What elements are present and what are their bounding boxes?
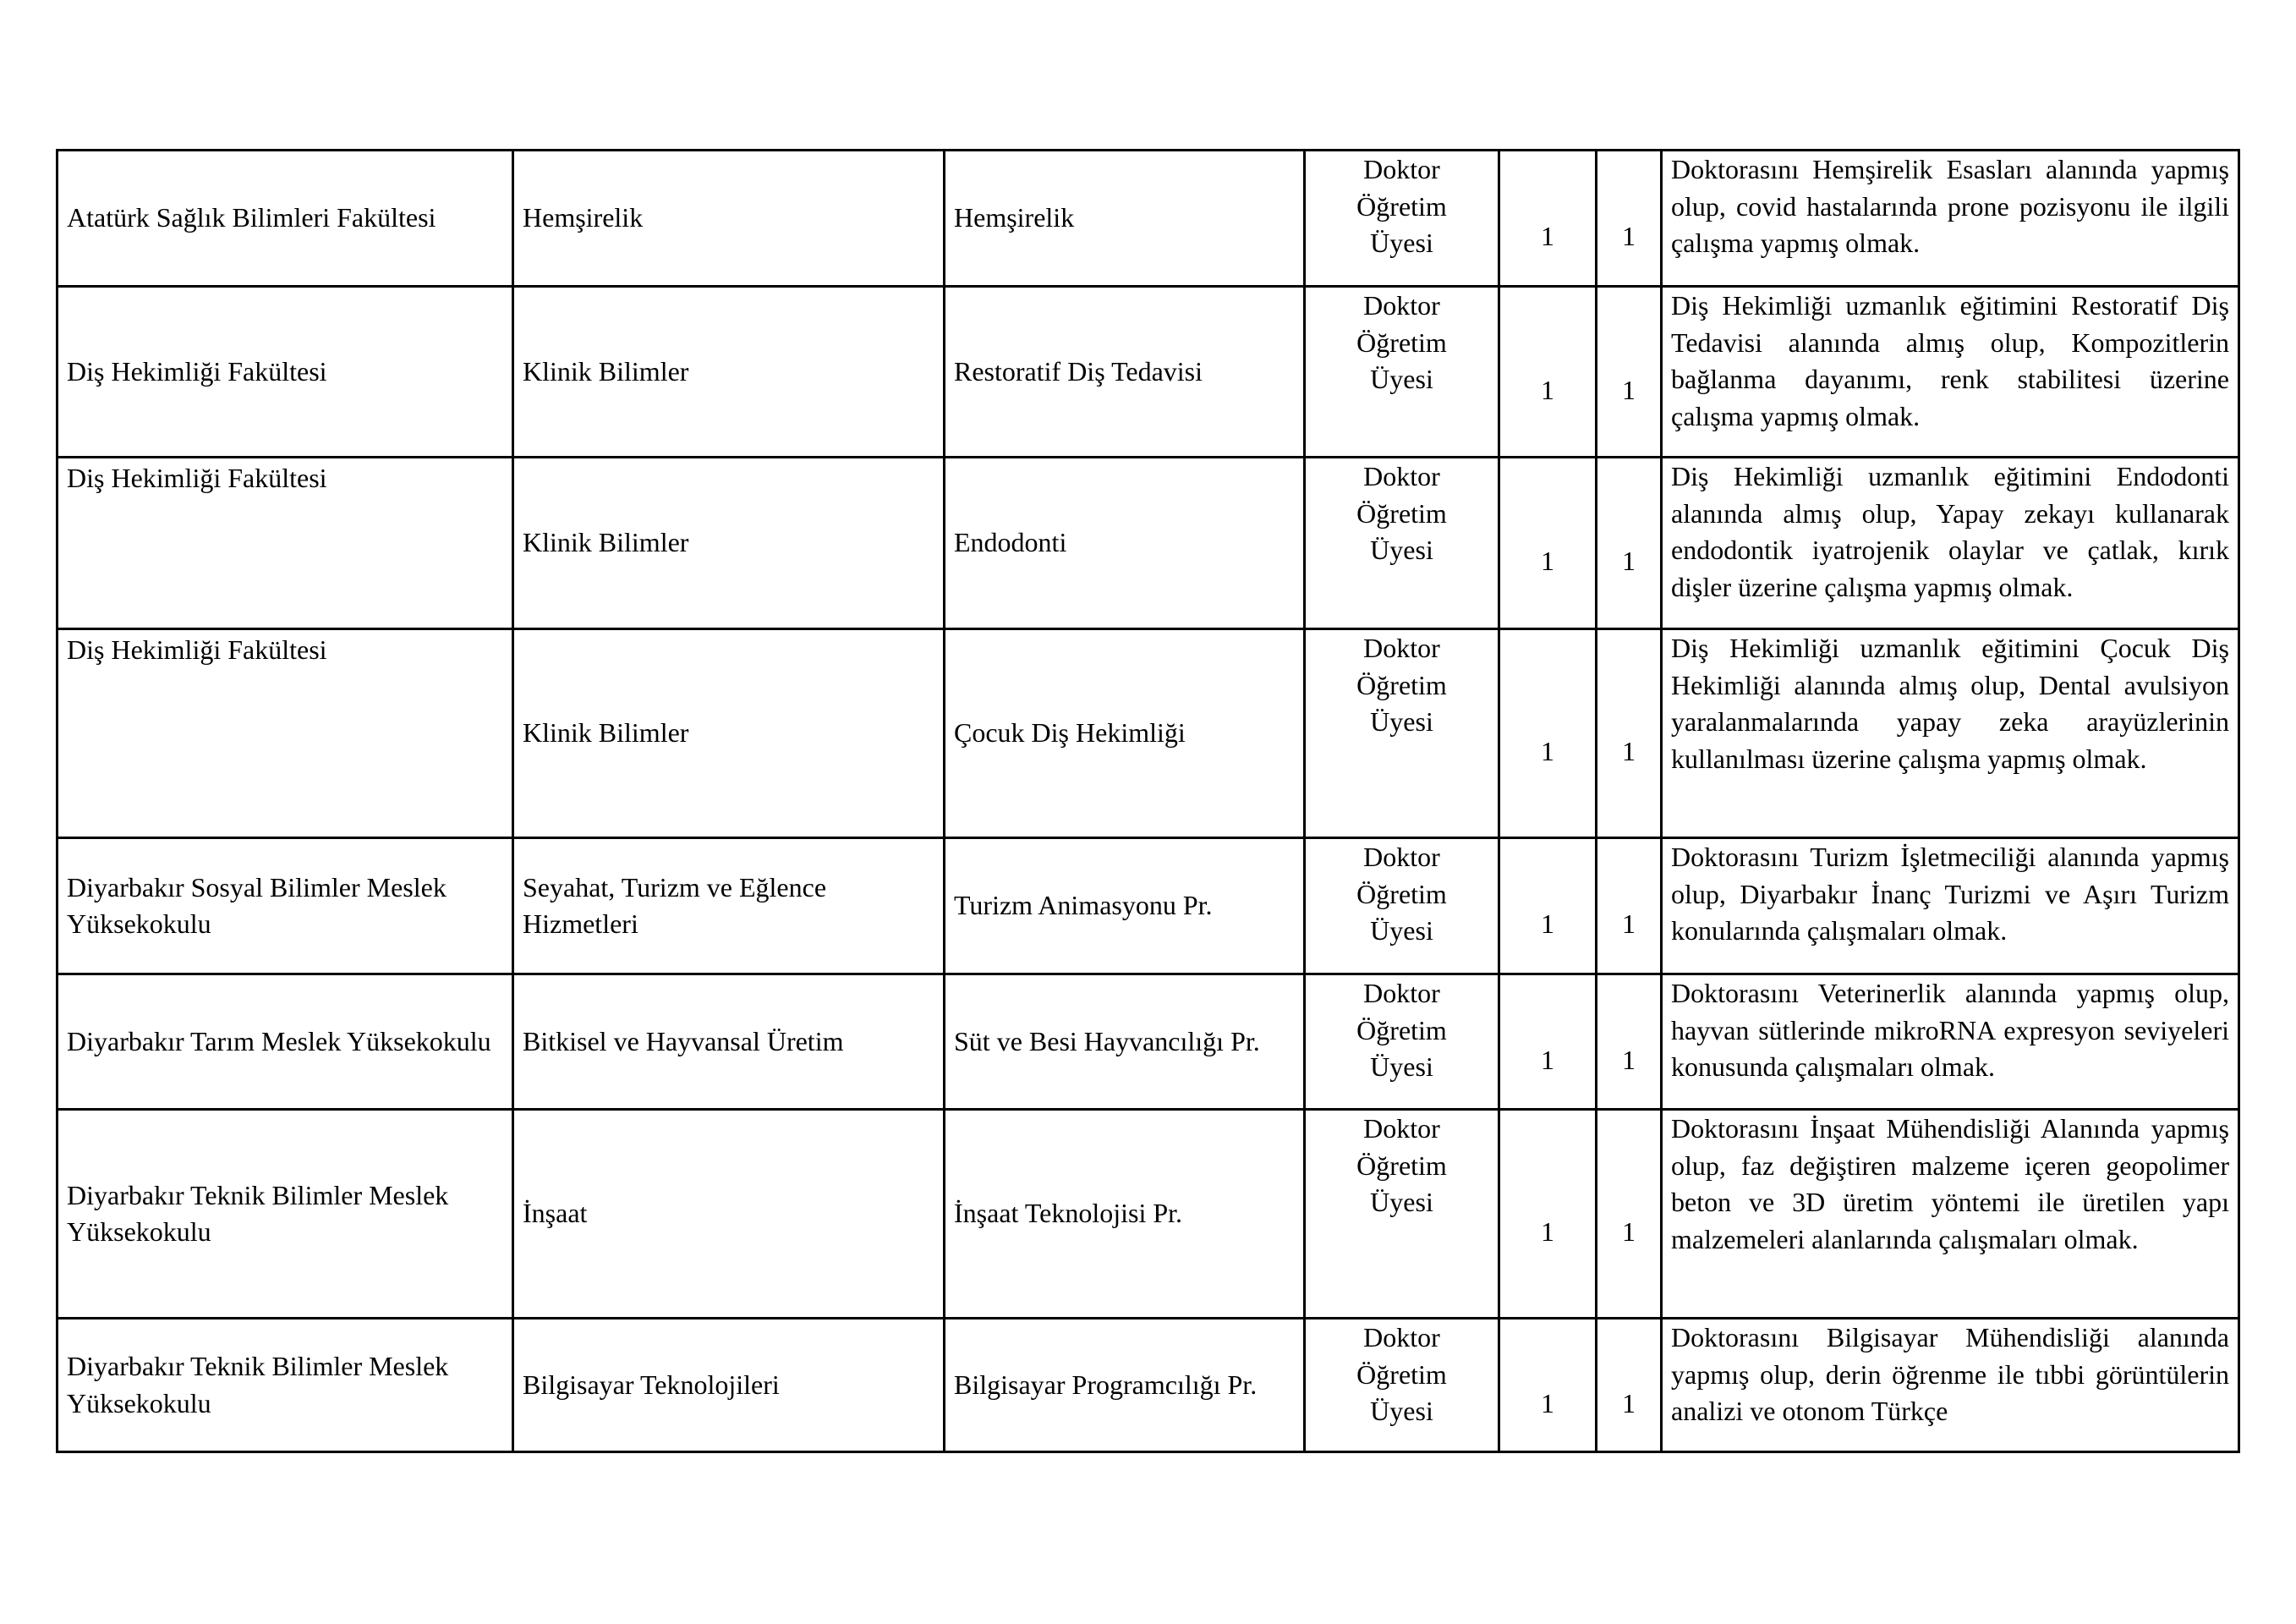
title-word: Üyesi <box>1370 228 1433 258</box>
title-word: Öğretim <box>1356 1358 1447 1390</box>
title-word: Doktor <box>1363 1113 1440 1144</box>
count-b-cell: 1 <box>1597 974 1662 1110</box>
title-word: Doktor <box>1363 842 1440 872</box>
title-word: Üyesi <box>1370 1396 1433 1426</box>
unit-cell: Diyarbakır Teknik Bilimler Meslek Yüksekokulu <box>58 1319 513 1452</box>
program-cell: Hemşirelik <box>945 151 1305 287</box>
title-word: Üyesi <box>1370 535 1433 565</box>
title-word: Doktor <box>1363 978 1440 1008</box>
title-word: Doktor <box>1363 461 1440 491</box>
count-b-cell: 1 <box>1597 629 1662 838</box>
unit-cell: Atatürk Sağlık Bilimleri Fakültesi <box>58 151 513 287</box>
table-row <box>58 974 2239 1110</box>
department-cell: Hemşirelik <box>513 151 945 287</box>
unit-cell: Diyarbakır Sosyal Bilimler Meslek Yüksekokulu <box>58 838 513 974</box>
table-row <box>58 287 2239 458</box>
faculty-positions-table <box>56 149 2240 1453</box>
count-a-cell: 1 <box>1499 151 1597 287</box>
requirement-cell: Diş Hekimliği uzmanlık eğitimini Restoratif Diş Tedavisi alanında almış olup, Kompozitlerin bağlanma dayanımı, renk stabilitesi üzerine çalışma yapmış olmak. <box>1662 287 2239 458</box>
program-cell: Süt ve Besi Hayvancılığı Pr. <box>945 974 1305 1110</box>
program-cell: Turizm Animasyonu Pr. <box>945 838 1305 974</box>
program-cell: Endodonti <box>945 458 1305 629</box>
program-cell: Restoratif Diş Tedavisi <box>945 287 1305 458</box>
title-word: Öğretim <box>1356 326 1447 358</box>
title-cell <box>1305 1110 1499 1319</box>
department-cell: İnşaat <box>513 1110 945 1319</box>
title-cell <box>1305 838 1499 974</box>
title-word: Öğretim <box>1356 878 1447 909</box>
title-word: Doktor <box>1363 154 1440 184</box>
count-b-cell: 1 <box>1597 1110 1662 1319</box>
title-word: Üyesi <box>1370 364 1433 394</box>
requirement-cell: Doktorasını Bilgisayar Mühendisliği alanında yapmış olup, derin öğrenme ile tıbbi görüntülerin analizi ve otonom Türkçe <box>1662 1319 2239 1452</box>
table-row <box>58 838 2239 974</box>
program-cell: İnşaat Teknolojisi Pr. <box>945 1110 1305 1319</box>
count-a-cell: 1 <box>1499 974 1597 1110</box>
title-cell <box>1305 151 1499 287</box>
count-b-cell: 1 <box>1597 838 1662 974</box>
department-cell: Klinik Bilimler <box>513 287 945 458</box>
title-word: Üyesi <box>1370 1187 1433 1217</box>
title-cell <box>1305 629 1499 838</box>
title-word: Üyesi <box>1370 915 1433 946</box>
count-a-cell: 1 <box>1499 1319 1597 1452</box>
title-word: Üyesi <box>1370 1051 1433 1082</box>
unit-cell: Diyarbakır Tarım Meslek Yüksekokulu <box>58 974 513 1110</box>
program-cell: Çocuk Diş Hekimliği <box>945 629 1305 838</box>
unit-cell: Diyarbakır Teknik Bilimler Meslek Yüksekokulu <box>58 1110 513 1319</box>
title-cell <box>1305 1319 1499 1452</box>
title-word: Doktor <box>1363 1322 1440 1352</box>
count-b-cell: 1 <box>1597 1319 1662 1452</box>
program-cell: Bilgisayar Programcılığı Pr. <box>945 1319 1305 1452</box>
title-cell <box>1305 458 1499 629</box>
department-cell: Bilgisayar Teknolojileri <box>513 1319 945 1452</box>
title-word: Doktor <box>1363 633 1440 663</box>
count-a-cell: 1 <box>1499 629 1597 838</box>
title-word: Üyesi <box>1370 706 1433 737</box>
count-a-cell: 1 <box>1499 1110 1597 1319</box>
requirement-cell: Doktorasını İnşaat Mühendisliği Alanında yapmış olup, faz değiştiren malzeme içeren geopolimer beton ve 3D üretim yöntemi ile üretilen yapı malzemeleri alanlarında çalışmaları olmak. <box>1662 1110 2239 1319</box>
table-row <box>58 1319 2239 1452</box>
department-cell: Klinik Bilimler <box>513 458 945 629</box>
table-row <box>58 151 2239 287</box>
unit-cell: Diş Hekimliği Fakültesi <box>58 629 513 838</box>
unit-cell: Diş Hekimliği Fakültesi <box>58 458 513 629</box>
title-cell <box>1305 287 1499 458</box>
requirement-cell: Doktorasını Turizm İşletmeciliği alanında yapmış olup, Diyarbakır İnanç Turizmi ve Aşırı Turizm konularında çalışmaları olmak. <box>1662 838 2239 974</box>
count-b-cell: 1 <box>1597 287 1662 458</box>
table-row <box>58 458 2239 629</box>
requirement-cell: Doktorasını Hemşirelik Esasları alanında yapmış olup, covid hastalarında prone pozisyonu ile ilgili çalışma yapmış olmak. <box>1662 151 2239 287</box>
table-row <box>58 629 2239 838</box>
count-a-cell: 1 <box>1499 838 1597 974</box>
requirement-cell: Doktorasını Veterinerlik alanında yapmış olup, hayvan sütlerinde mikroRNA expresyon seviyeleri konusunda çalışmaları olmak. <box>1662 974 2239 1110</box>
title-word: Öğretim <box>1356 190 1447 222</box>
title-word: Doktor <box>1363 290 1440 321</box>
department-cell: Seyahat, Turizm ve Eğlence Hizmetleri <box>513 838 945 974</box>
requirement-cell: Diş Hekimliği uzmanlık eğitimini Çocuk Diş Hekimliği alanında almış olup, Dental avulsiyon yaralanmalarında yapay zeka arayüzlerinin kullanılması üzerine çalışma yapmış olmak. <box>1662 629 2239 838</box>
title-word: Öğretim <box>1356 1014 1447 1045</box>
count-b-cell: 1 <box>1597 458 1662 629</box>
count-b-cell: 1 <box>1597 151 1662 287</box>
title-cell <box>1305 974 1499 1110</box>
unit-cell: Diş Hekimliği Fakültesi <box>58 287 513 458</box>
requirement-cell: Diş Hekimliği uzmanlık eğitimini Endodonti alanında almış olup, Yapay zekayı kullanarak endodontik iyatrojenik olaylar ve çatlak, kırık dişler üzerine çalışma yapmış olmak. <box>1662 458 2239 629</box>
title-word: Öğretim <box>1356 669 1447 700</box>
department-cell: Bitkisel ve Hayvansal Üretim <box>513 974 945 1110</box>
count-a-cell: 1 <box>1499 287 1597 458</box>
title-word: Öğretim <box>1356 1149 1447 1181</box>
title-word: Öğretim <box>1356 497 1447 529</box>
count-a-cell: 1 <box>1499 458 1597 629</box>
table-row <box>58 1110 2239 1319</box>
department-cell: Klinik Bilimler <box>513 629 945 838</box>
